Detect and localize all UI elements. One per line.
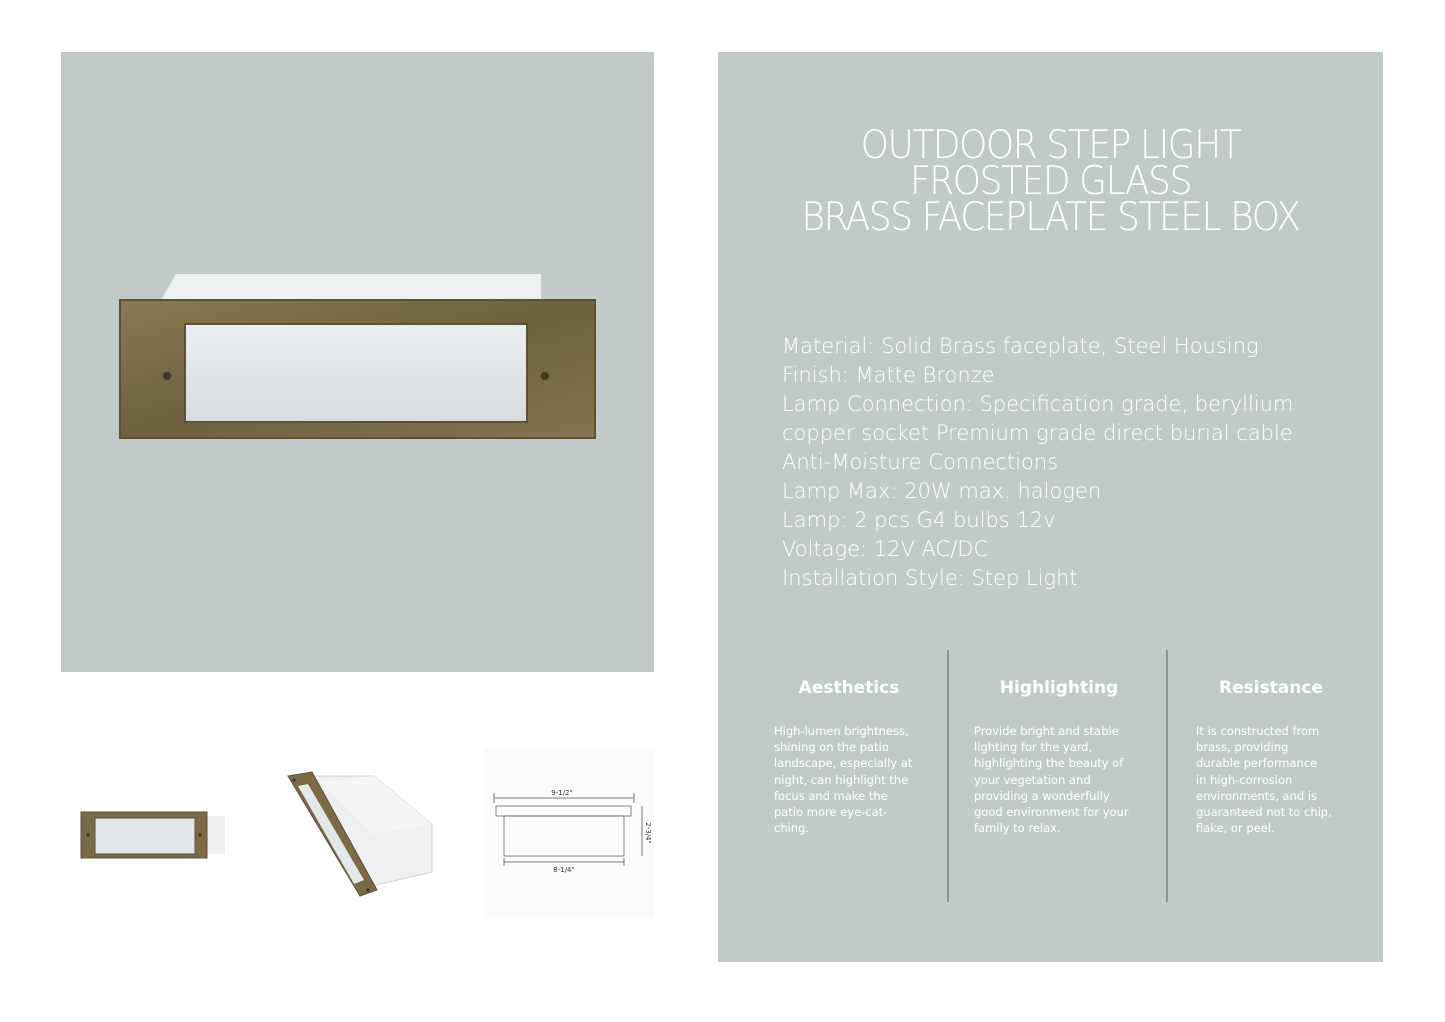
product-title: [745, 123, 1357, 240]
spec-anti-moisture: Anti-Moisture Connections: [782, 450, 1059, 474]
feature-highlighting: [974, 678, 1144, 836]
spec-lamp-max: Lamp Max: 20W max. halogen: [782, 479, 1102, 503]
spec-installation-style: Installation Style: Step Light: [782, 566, 1078, 590]
feature-heading: Resistance: [1219, 678, 1323, 698]
feature-resistance: [1196, 678, 1346, 836]
step-light-main-image: [61, 52, 654, 672]
title-line-3: BRASS FACEPLATE STEEL BOX: [801, 195, 1300, 240]
title-line-2: FROSTED GLASS: [909, 159, 1191, 204]
spec-lamp-connection-cont: copper socket Premium grade direct burial cable: [782, 421, 1293, 445]
spec-material: Material: Solid Brass faceplate, Steel Housing: [782, 334, 1259, 358]
feature-heading: Highlighting: [999, 678, 1119, 698]
title-line-1: OUTDOOR STEP LIGHT: [860, 123, 1241, 168]
dimension-height: 2-3/4": [644, 822, 652, 844]
spec-lamp: Lamp: 2 pcs G4 bulbs 12v: [782, 508, 1056, 532]
spec-finish: Finish: Matte Bronze: [782, 363, 995, 387]
feature-heading: Aesthetics: [798, 678, 900, 698]
feature-description: It is constructed from brass, providing durable performance in high-corrosion environments, and is guaranteed not to chip, flake, or peel.: [1196, 724, 1332, 836]
spec-lamp-connection: Lamp Connection: Specification grade, beryllium: [782, 392, 1294, 416]
thumbnail-dimension-drawing[interactable]: [484, 748, 654, 918]
feature-description: High-lumen brightness, shining on the patio landscape, especially at night, can highlight the focus and make the patio more eye-cat- ching.: [774, 724, 913, 836]
column-divider: [1166, 650, 1168, 902]
feature-aesthetics: [774, 678, 924, 836]
dimension-width-bottom: 8-1/4": [553, 866, 575, 874]
spec-list: [782, 332, 1372, 593]
dimension-width-top: 9-1/2": [551, 789, 573, 797]
thumbnail-front-view[interactable]: [75, 800, 230, 870]
column-divider: [947, 650, 949, 902]
thumbnail-angled-view[interactable]: [282, 768, 442, 898]
spec-voltage: Voltage: 12V AC/DC: [782, 537, 989, 561]
feature-description: Provide bright and stable lighting for the yard, highlighting the beauty of your vegetation and providing a wonderfully good environment for your family to relax.: [974, 724, 1129, 836]
